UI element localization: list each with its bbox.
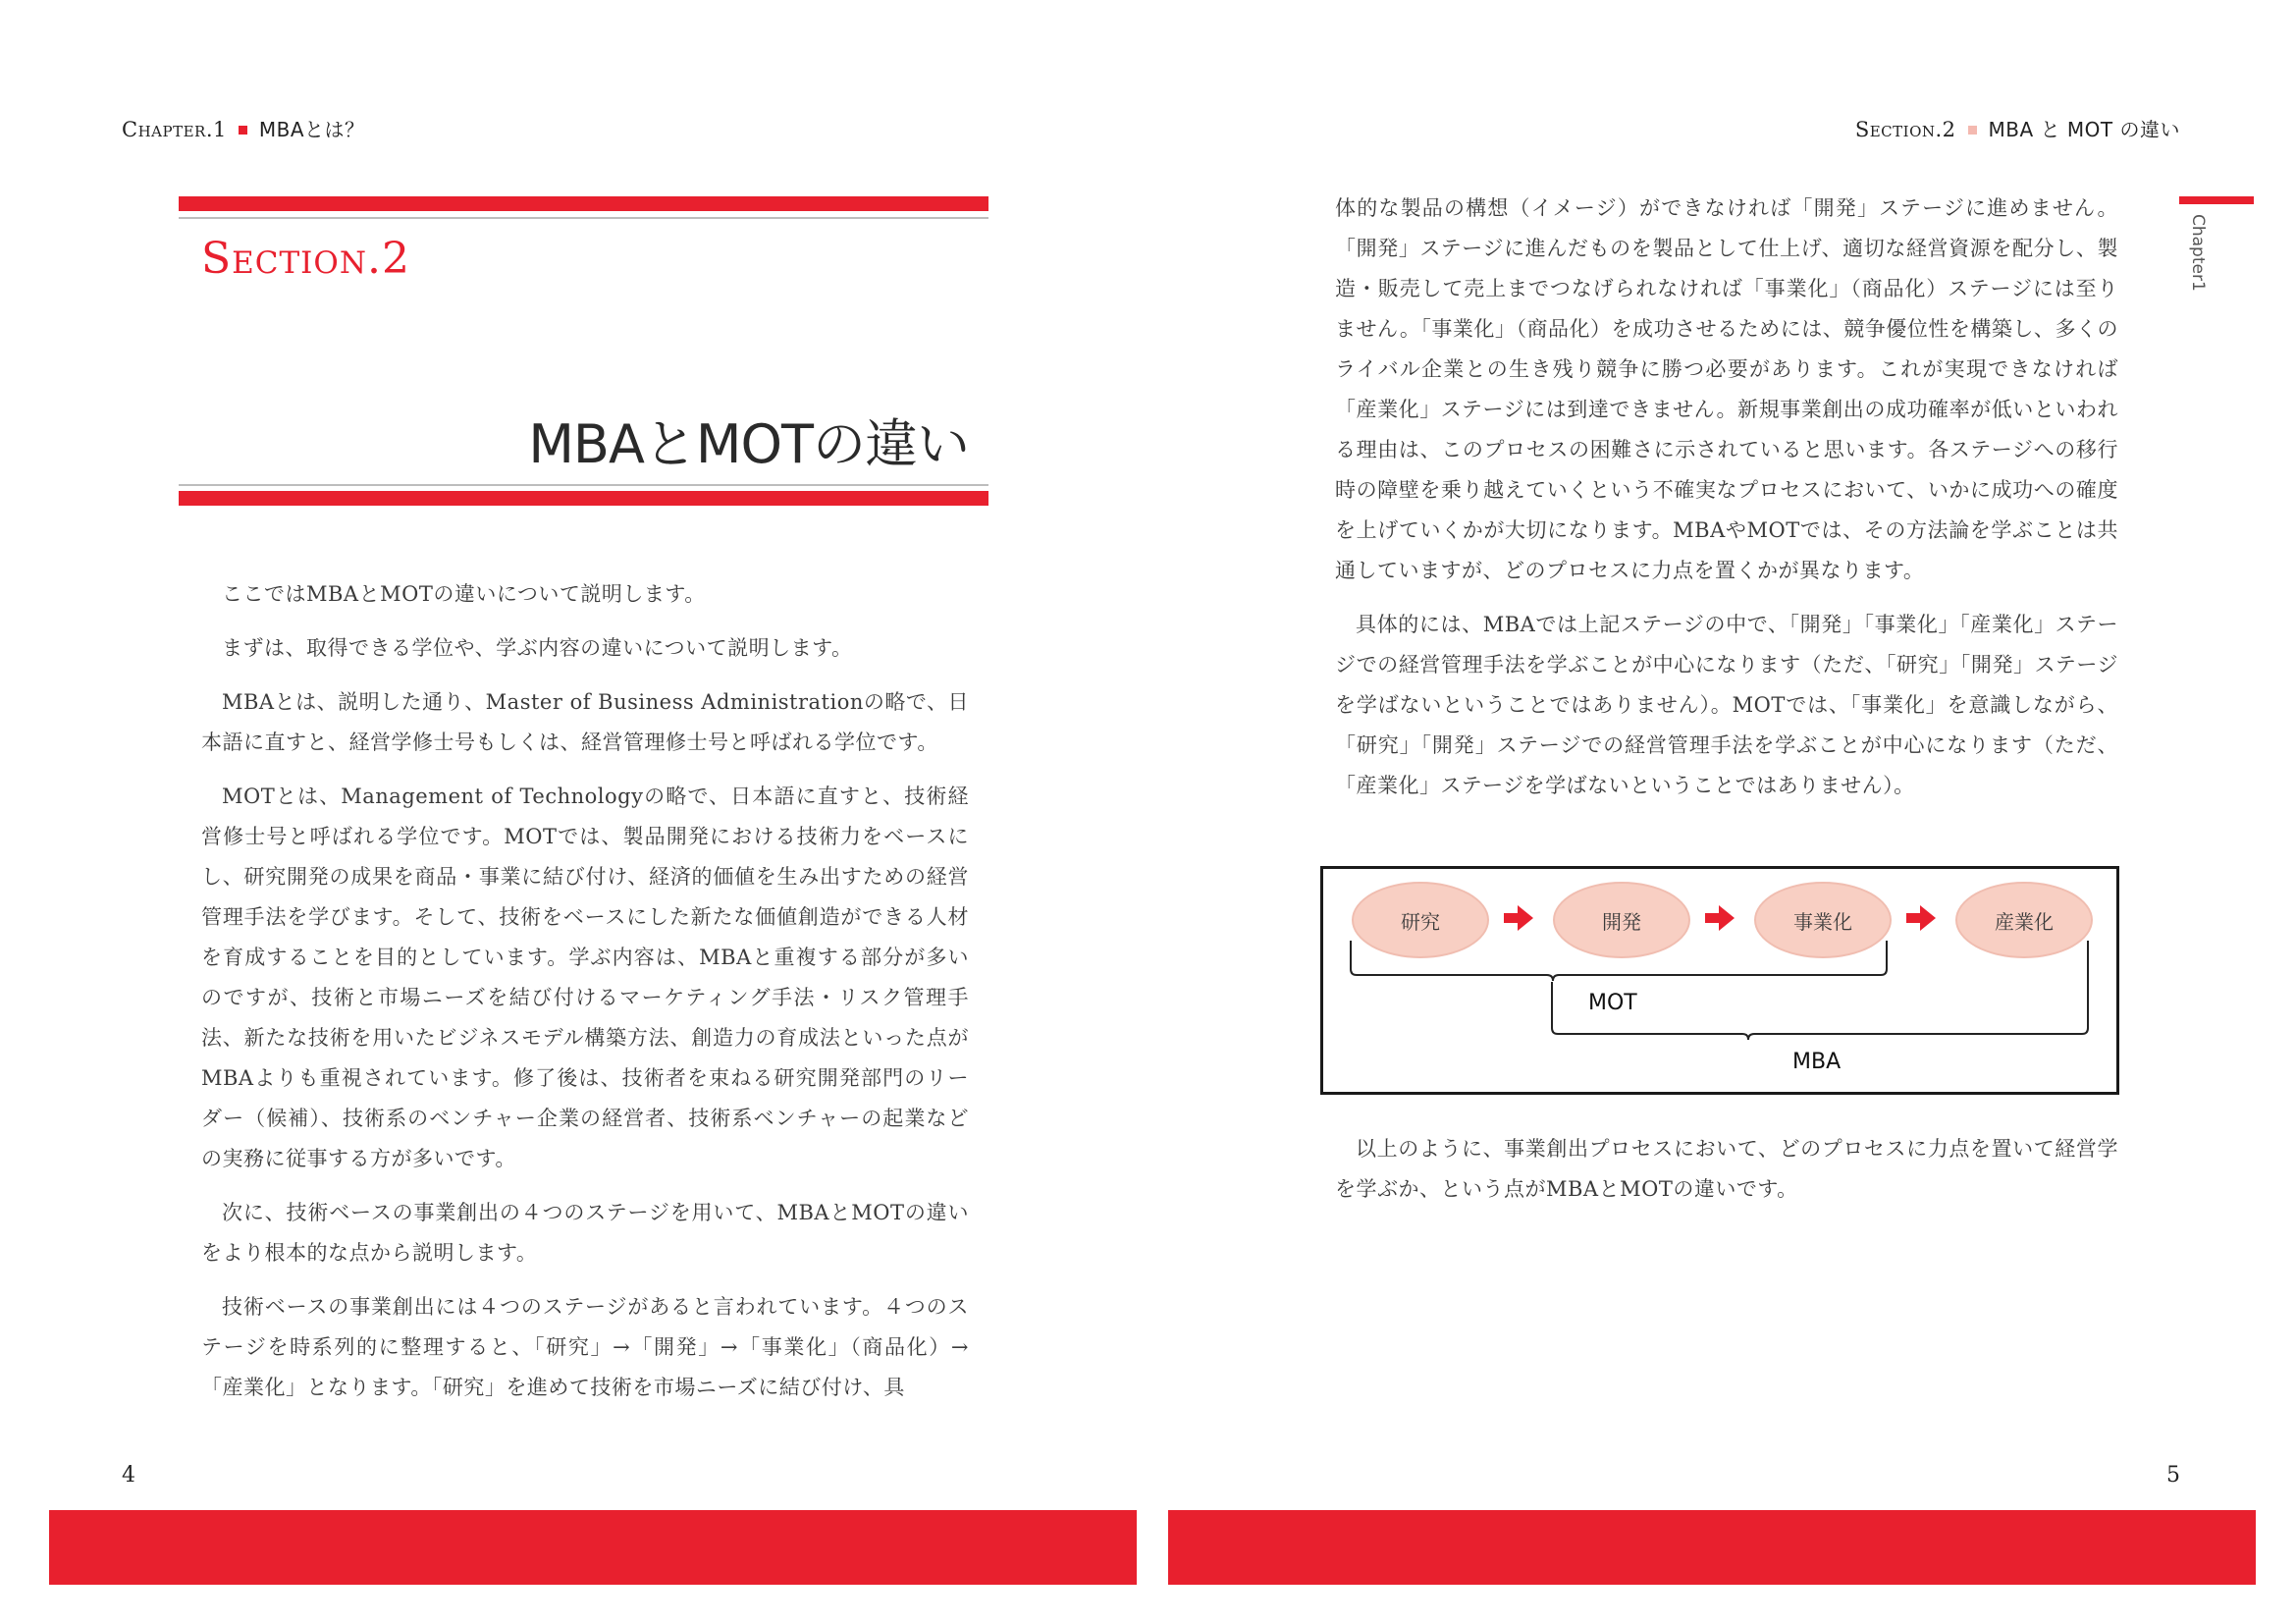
page-number-right: 5 (2166, 1463, 2180, 1488)
right-body (1335, 189, 2118, 820)
section-bottom-bar (179, 491, 988, 506)
section-title-small: MBA と MOT の違い (1988, 118, 2180, 141)
side-tab-chapter: Chapter1 (2188, 214, 2208, 292)
running-head-right (1855, 114, 2180, 142)
paragraph: まずは、取得できる学位や、学ぶ内容の違いについて説明します。 (222, 636, 853, 660)
stage-development: 開発 (1553, 882, 1690, 958)
side-tab-bar (2179, 196, 2254, 204)
paragraph: 具体的には、MBAでは上記ステージの中で、「開発」「事業化」「産業化」ステージでの経営管理手法を学ぶことが中心になります（ただ、「研究」「開発」ステージを学ばないということではありません）。MOTでは、「事業化」を意識しながら、「研究」「開発」ステージでの経営管理手法を学ぶことが中心になります（ただ、「産業化」ステージを学ばないということではありません）。 (1335, 613, 2118, 797)
page-number-left: 4 (122, 1463, 135, 1488)
mba-brace (1323, 869, 2116, 1092)
running-head-left (122, 114, 365, 142)
section-label-small: Section.2 (1854, 118, 1956, 141)
stage-industrialization: 産業化 (1955, 882, 2093, 958)
footer-bar-left (49, 1510, 1137, 1585)
section-label: Section.2 (201, 234, 410, 284)
page-title: MBAとMOTの違い (528, 413, 969, 475)
process-diagram (1320, 866, 2119, 1095)
square-marker-icon (1968, 126, 1977, 135)
mot-label: MOT (1588, 991, 1637, 1015)
chapter-title: MBAとは？ (258, 118, 365, 141)
paragraph: MOTとは、Management of Technologyの略で、日本語に直すと、技術経営修士号と呼ばれる学位です。MOTでは、製品開発における技術力をベースにし、研究開発の成果を商品・事業に結び付け、経済的価値を生み出すための経営管理手法を学びます。そして、技術をベースにした新たな価値創造ができる人材を育成することを目的としています。学ぶ内容は、MBAと重複する部分が多いのですが、技術と市場ニーズを結び付けるマーケティング手法・リスク管理手法、新たな技術を用いたビジネスモデル構築方法、創造力の育成法といった点がMBAよりも重視されています。修了後は、技術者を束ねる研究開発部門のリーダー（候補）、技術系のベンチャー企業の経営者、技術系ベンチャーの起業などの実務に従事する方が多いです。 (201, 785, 969, 1170)
stage-commercialization: 事業化 (1754, 882, 1892, 958)
paragraph: ここではMBAとMOTの違いについて説明します。 (222, 582, 706, 606)
section-top-rule (179, 217, 988, 219)
paragraph: 次に、技術ベースの事業創出の４つのステージを用いて、MBAとMOTの違いをより根本的な点から説明します。 (201, 1201, 969, 1265)
right-body-conclusion (1335, 1129, 2118, 1223)
chapter-label: Chapter.1 (122, 118, 227, 141)
paragraph: 以上のように、事業創出プロセスにおいて、どのプロセスに力点を置いて経営学を学ぶか、という点がMBAとMOTの違いです。 (1335, 1137, 2118, 1201)
footer-bar-right (1168, 1510, 2256, 1585)
left-body (201, 574, 969, 1422)
section-bottom-rule (179, 484, 988, 486)
mba-label: MBA (1792, 1050, 1842, 1074)
stage-research: 研究 (1352, 882, 1489, 958)
paragraph: MBAとは、説明した通り、Master of Business Administrationの略で、日本語に直すと、経営学修士号もしくは、経営管理修士号と呼ばれる学位です。 (201, 690, 969, 754)
paragraph: 体的な製品の構想（イメージ）ができなければ「開発」ステージに進めません。「開発」ステージに進んだものを製品として仕上げ、適切な経営資源を配分し、製造・販売して売上までつなげられなければ「事業化」（商品化）ステージには至りません。「事業化」（商品化）を成功させるためには、競争優位性を構築し、多くのライバル企業との生き残り競争に勝つ必要があります。これが実現できなければ「産業化」ステージには到達できません。新規事業創出の成功確率が低いといわれる理由は、このプロセスの困難さに示されていると思います。各ステージへの移行時の障壁を乗り越えていくという不確実なプロセスにおいて、いかに成功への確度を上げていくかが大切になります。MBAやMOTでは、その方法論を学ぶことは共通していますが、どのプロセスに力点を置くかが異なります。 (1335, 196, 2118, 582)
section-top-bar (179, 196, 988, 211)
square-marker-icon (239, 126, 247, 135)
paragraph: 技術ベースの事業創出には４つのステージがあると言われています。４つのステージを時系列的に整理すると、「研究」→「開発」→「事業化」（商品化）→「産業化」となります。「研究」を進めて技術を市場ニーズに結び付け、具 (201, 1295, 969, 1399)
